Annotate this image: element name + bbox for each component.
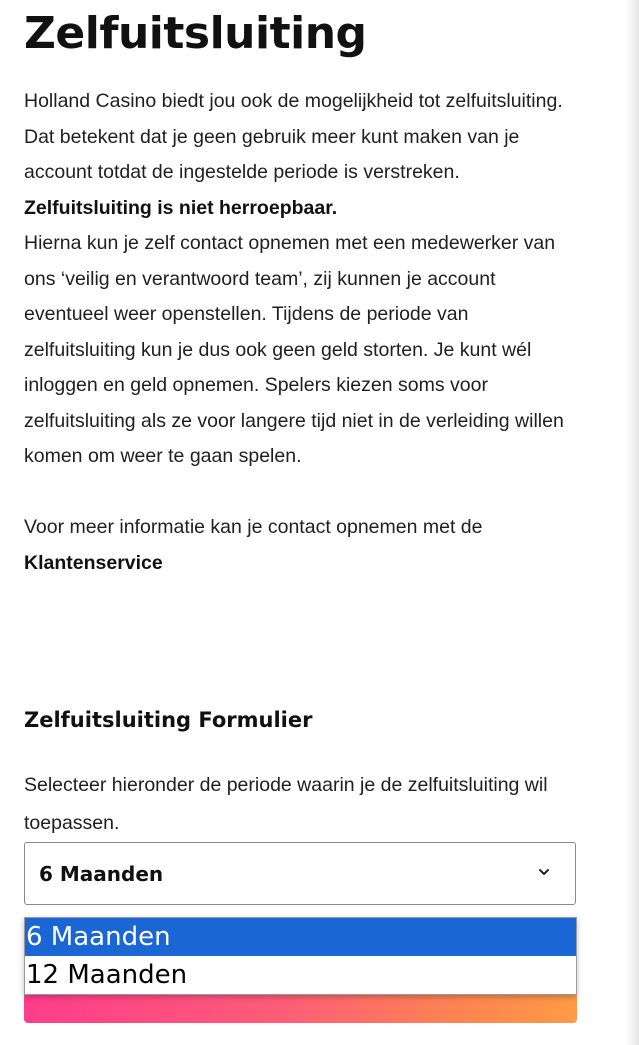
scrollbar-track[interactable]: [625, 0, 639, 1045]
option-12-maanden[interactable]: 12 Maanden: [26, 960, 188, 990]
paragraph-spacer: [24, 475, 584, 511]
intro-paragraph: [24, 84, 584, 226]
contact-text: Voor meer informatie kan je contact opnemen met de: [24, 516, 483, 538]
form-heading: Zelfuitsluiting Formulier: [24, 708, 313, 732]
intro-paragraph-2: Hierna kun je zelf contact opnemen met een medewerker van ons ‘veilig en verantwoord team’, zij kunnen je account eventueel weer openstellen. Tijdens de periode van zelfuitsluiting kun je dus ook geen geld storten. Je kunt wél inloggen en geld opnemen. Spelers kiezen soms voor zelfuitsluiting als ze voor langere tijd niet in de verleiding willen komen om weer te gaan spelen.: [24, 232, 564, 467]
option-6-maanden[interactable]: 6 Maanden: [25, 918, 576, 956]
period-select-value: 6 Maanden: [39, 862, 164, 886]
customer-service-link[interactable]: Klantenservice: [24, 551, 163, 574]
form-instruction: Selecteer hieronder de periode waarin je de zelfuitsluiting wil toepassen.: [24, 774, 548, 834]
intro-warning: Zelfuitsluiting is niet herroepbaar.: [24, 196, 338, 219]
period-dropdown-list: [24, 917, 577, 995]
contact-paragraph: [24, 510, 584, 581]
page-title: Zelfuitsluiting: [24, 8, 367, 59]
chevron-down-icon: [537, 865, 551, 879]
intro-text: [24, 84, 584, 581]
period-select[interactable]: [24, 842, 576, 905]
intro-text-1: Holland Casino biedt jou ook de mogelijkheid tot zelfuitsluiting. Dat betekent dat je geen gebruik meer kunt maken van je account totdat de ingestelde periode is verstreken.: [24, 90, 563, 183]
